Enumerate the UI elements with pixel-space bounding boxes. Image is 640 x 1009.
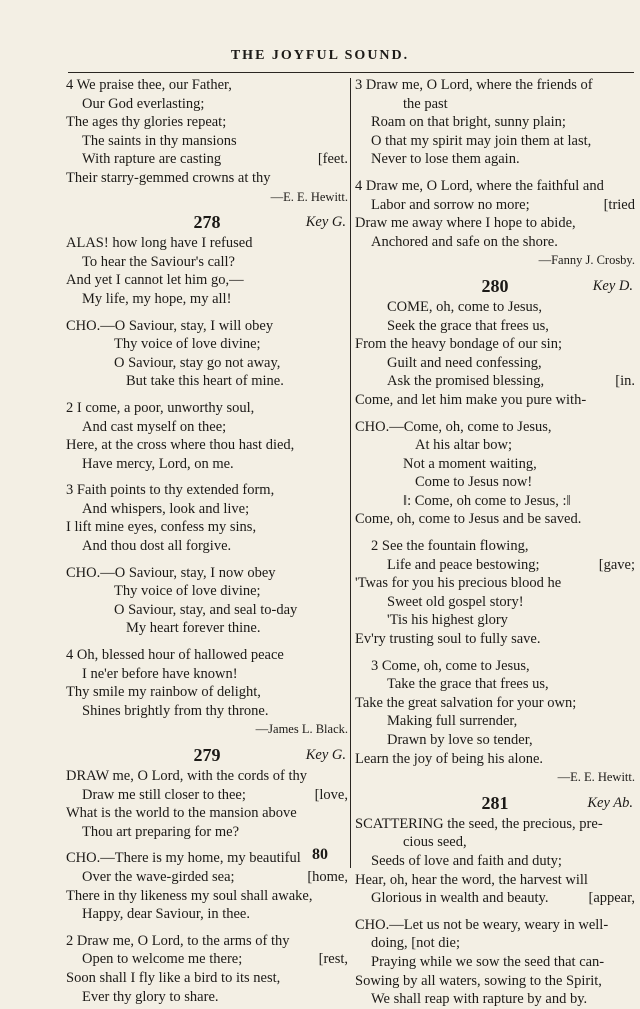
verse-line: 4 We praise thee, our Father, bbox=[66, 77, 232, 93]
chorus-line: Sowing by all waters, sowing to the Spirit, bbox=[355, 972, 602, 989]
verse-line: 3 Draw me, O Lord, where the friends of bbox=[355, 77, 593, 93]
verse-line: Labor and sorrow no more; [tried bbox=[371, 196, 635, 213]
right-column bbox=[355, 76, 635, 1009]
verse-line: cious seed, bbox=[403, 834, 467, 851]
hymn-278-heading bbox=[66, 210, 348, 234]
verse-line: Ever thy glory to share. bbox=[82, 988, 219, 1005]
verse-line: I ne'er before have known! bbox=[82, 665, 238, 682]
verse-line: To hear the Saviour's call? bbox=[82, 253, 235, 270]
hymn-number: 279 bbox=[193, 745, 221, 765]
chorus-line: doing, [not die; bbox=[371, 935, 461, 952]
verse-line: 2 I come, a poor, unworthy soul, bbox=[66, 399, 255, 416]
verse-line: Guilt and need confessing, bbox=[387, 354, 542, 371]
chorus-line: Over the wave-girded sea; [home, bbox=[82, 868, 348, 885]
hymn-key: Key G. bbox=[305, 214, 346, 231]
verse-line: Anchored and safe on the shore. bbox=[371, 233, 558, 250]
page-number: 80 bbox=[312, 846, 328, 863]
verse-line: 2 Draw me, O Lord, to the arms of thy bbox=[66, 932, 290, 949]
verse-line: COME, oh, come to Jesus, bbox=[387, 298, 543, 315]
verse-line: My life, my hope, my all! bbox=[82, 290, 232, 307]
hymn-280-heading bbox=[355, 274, 635, 298]
chorus-line: Praying while we sow the seed that can- bbox=[371, 953, 605, 970]
verse-line: Ask the promised blessing, [in. bbox=[387, 373, 635, 390]
verse-line: Take the grace that frees us, bbox=[387, 676, 549, 693]
chorus-line: CHO.—Let us not be weary, weary in well- bbox=[355, 916, 609, 933]
verse-line: DRAW me, O Lord, with the cords of thy bbox=[66, 768, 308, 784]
verse-line: With rapture are casting [feet. bbox=[82, 151, 348, 168]
verse-line: 2 See the fountain flowing, bbox=[371, 538, 529, 555]
verse-line: SCATTERING the seed, the precious, pre- bbox=[355, 815, 603, 832]
verse-line: I lift mine eyes, confess my sins, bbox=[66, 519, 257, 536]
verse-line: Sweet old gospel story! bbox=[387, 593, 524, 610]
chorus-line: There in thy likeness my soul shall awake, bbox=[66, 887, 313, 904]
verse-line: Never to lose them again. bbox=[371, 151, 520, 168]
hymn-key: Key D. bbox=[592, 277, 633, 294]
verse-line: 3 Come, oh, come to Jesus, bbox=[371, 657, 530, 674]
verse-line: Our God everlasting; bbox=[82, 95, 205, 112]
chorus-line: We shall reap with rapture by and by. bbox=[371, 991, 588, 1008]
chorus-line: Come to Jesus now! bbox=[415, 474, 533, 491]
hymn-279-heading bbox=[66, 743, 348, 767]
author-credit: —James L. Black. bbox=[255, 722, 348, 737]
verse-line: the past bbox=[403, 95, 448, 112]
column-divider bbox=[350, 78, 351, 868]
verse-line: What is the world to the mansion above bbox=[66, 805, 297, 822]
chorus-line: O Saviour, stay go not away, bbox=[114, 354, 281, 371]
verse-line: Making full surrender, bbox=[387, 713, 518, 730]
chorus-line: Not a moment waiting, bbox=[403, 455, 537, 472]
verse-line: The saints in thy mansions bbox=[82, 132, 237, 149]
hymn-number: 280 bbox=[481, 275, 509, 296]
chorus-line: CHO.—Come, oh, come to Jesus, bbox=[355, 418, 552, 435]
verse-line: Ev'ry trusting soul to fully save. bbox=[355, 631, 541, 648]
chorus-line: At his altar bow; bbox=[415, 437, 513, 454]
verse-line: Seeds of love and faith and duty; bbox=[371, 852, 562, 869]
verse-line: The ages thy glories repeat; bbox=[66, 114, 227, 131]
chorus-line: My heart forever thine. bbox=[126, 620, 261, 637]
chorus-line: Thy voice of love divine; bbox=[114, 583, 261, 600]
verse-line: Here, at the cross where thou hast died, bbox=[66, 437, 295, 454]
chorus-line: But take this heart of mine. bbox=[126, 373, 284, 390]
left-column bbox=[66, 76, 348, 1006]
verse-line: Hear, oh, hear the word, the harvest will bbox=[355, 871, 588, 888]
verse-line: 4 Draw me, O Lord, where the faithful and bbox=[355, 177, 604, 194]
verse-line: Thou art preparing for me? bbox=[82, 823, 240, 840]
chorus-line: Happy, dear Saviour, in thee. bbox=[82, 906, 250, 923]
verse-line: Learn the joy of being his alone. bbox=[355, 750, 544, 767]
chorus-line: ‖: Come, oh come to Jesus, :‖ bbox=[403, 492, 571, 509]
verse-line: And whispers, look and live; bbox=[82, 500, 250, 517]
author-credit: —E. E. Hewitt. bbox=[270, 189, 348, 204]
verse-line: 4 Oh, blessed hour of hallowed peace bbox=[66, 647, 284, 664]
verse-line: 'Twas for you his precious blood he bbox=[355, 575, 562, 592]
hymn-281-heading bbox=[355, 791, 635, 815]
hymn-key: Key G. bbox=[305, 747, 346, 763]
chorus-line: CHO.—O Saviour, stay, I now obey bbox=[66, 564, 276, 581]
verse-line: Their starry-gemmed crowns at thy bbox=[66, 169, 271, 186]
verse-line: 3 Faith points to thy extended form, bbox=[66, 482, 275, 499]
verse-line: Roam on that bright, sunny plain; bbox=[371, 114, 566, 131]
verse-line: Draw me away where I hope to abide, bbox=[355, 215, 576, 232]
verse-line: Shines brightly from thy throne. bbox=[82, 702, 269, 719]
chorus-line: CHO.—O Saviour, stay, I will obey bbox=[66, 317, 274, 334]
verse-line: And yet I cannot let him go,— bbox=[66, 272, 244, 289]
verse-line: And cast myself on thee; bbox=[82, 418, 227, 435]
verse-line: Open to welcome me there; [rest, bbox=[82, 951, 348, 968]
verse-line: Soon shall I fly like a bird to its nest, bbox=[66, 969, 281, 986]
verse-line: Draw me still closer to thee; [love, bbox=[82, 786, 348, 803]
chorus-line: CHO.—There is my home, my beautiful bbox=[66, 850, 301, 867]
verse-line: And thou dost all forgive. bbox=[82, 538, 232, 555]
verse-line: Drawn by love so tender, bbox=[387, 732, 533, 748]
verse-line: Seek the grace that frees us, bbox=[387, 317, 549, 334]
verse-line: Take the great salvation for your own; bbox=[355, 694, 577, 711]
author-credit: —Fanny J. Crosby. bbox=[538, 253, 635, 268]
hymn-key: Key Ab. bbox=[587, 794, 633, 811]
verse-line: Glorious in wealth and beauty. [appear, bbox=[371, 890, 635, 907]
chorus-line: O Saviour, stay, and seal to-day bbox=[114, 601, 298, 618]
hymn-number: 281 bbox=[481, 792, 509, 813]
verse-line: 'Tis his highest glory bbox=[387, 612, 508, 629]
verse-line: Come, and let him make you pure with- bbox=[355, 391, 587, 408]
verse-line: Have mercy, Lord, on me. bbox=[82, 455, 234, 472]
chorus-line: Thy voice of love divine; bbox=[114, 336, 261, 353]
chorus-line: Come, oh, come to Jesus and be saved. bbox=[355, 511, 582, 528]
verse-line: Life and peace bestowing; [gave; bbox=[387, 556, 635, 573]
verse-line: Thy smile my rainbow of delight, bbox=[66, 684, 261, 701]
hymn-number: 278 bbox=[193, 212, 221, 233]
header-rule bbox=[68, 72, 634, 73]
verse-line: From the heavy bondage of our sin; bbox=[355, 336, 562, 353]
verse-line: O that my spirit may join them at last, bbox=[371, 132, 592, 149]
author-credit: —E. E. Hewitt. bbox=[557, 770, 635, 785]
verse-line: ALAS! how long have I refused bbox=[66, 235, 253, 252]
running-header: THE JOYFUL SOUND. bbox=[230, 48, 410, 63]
